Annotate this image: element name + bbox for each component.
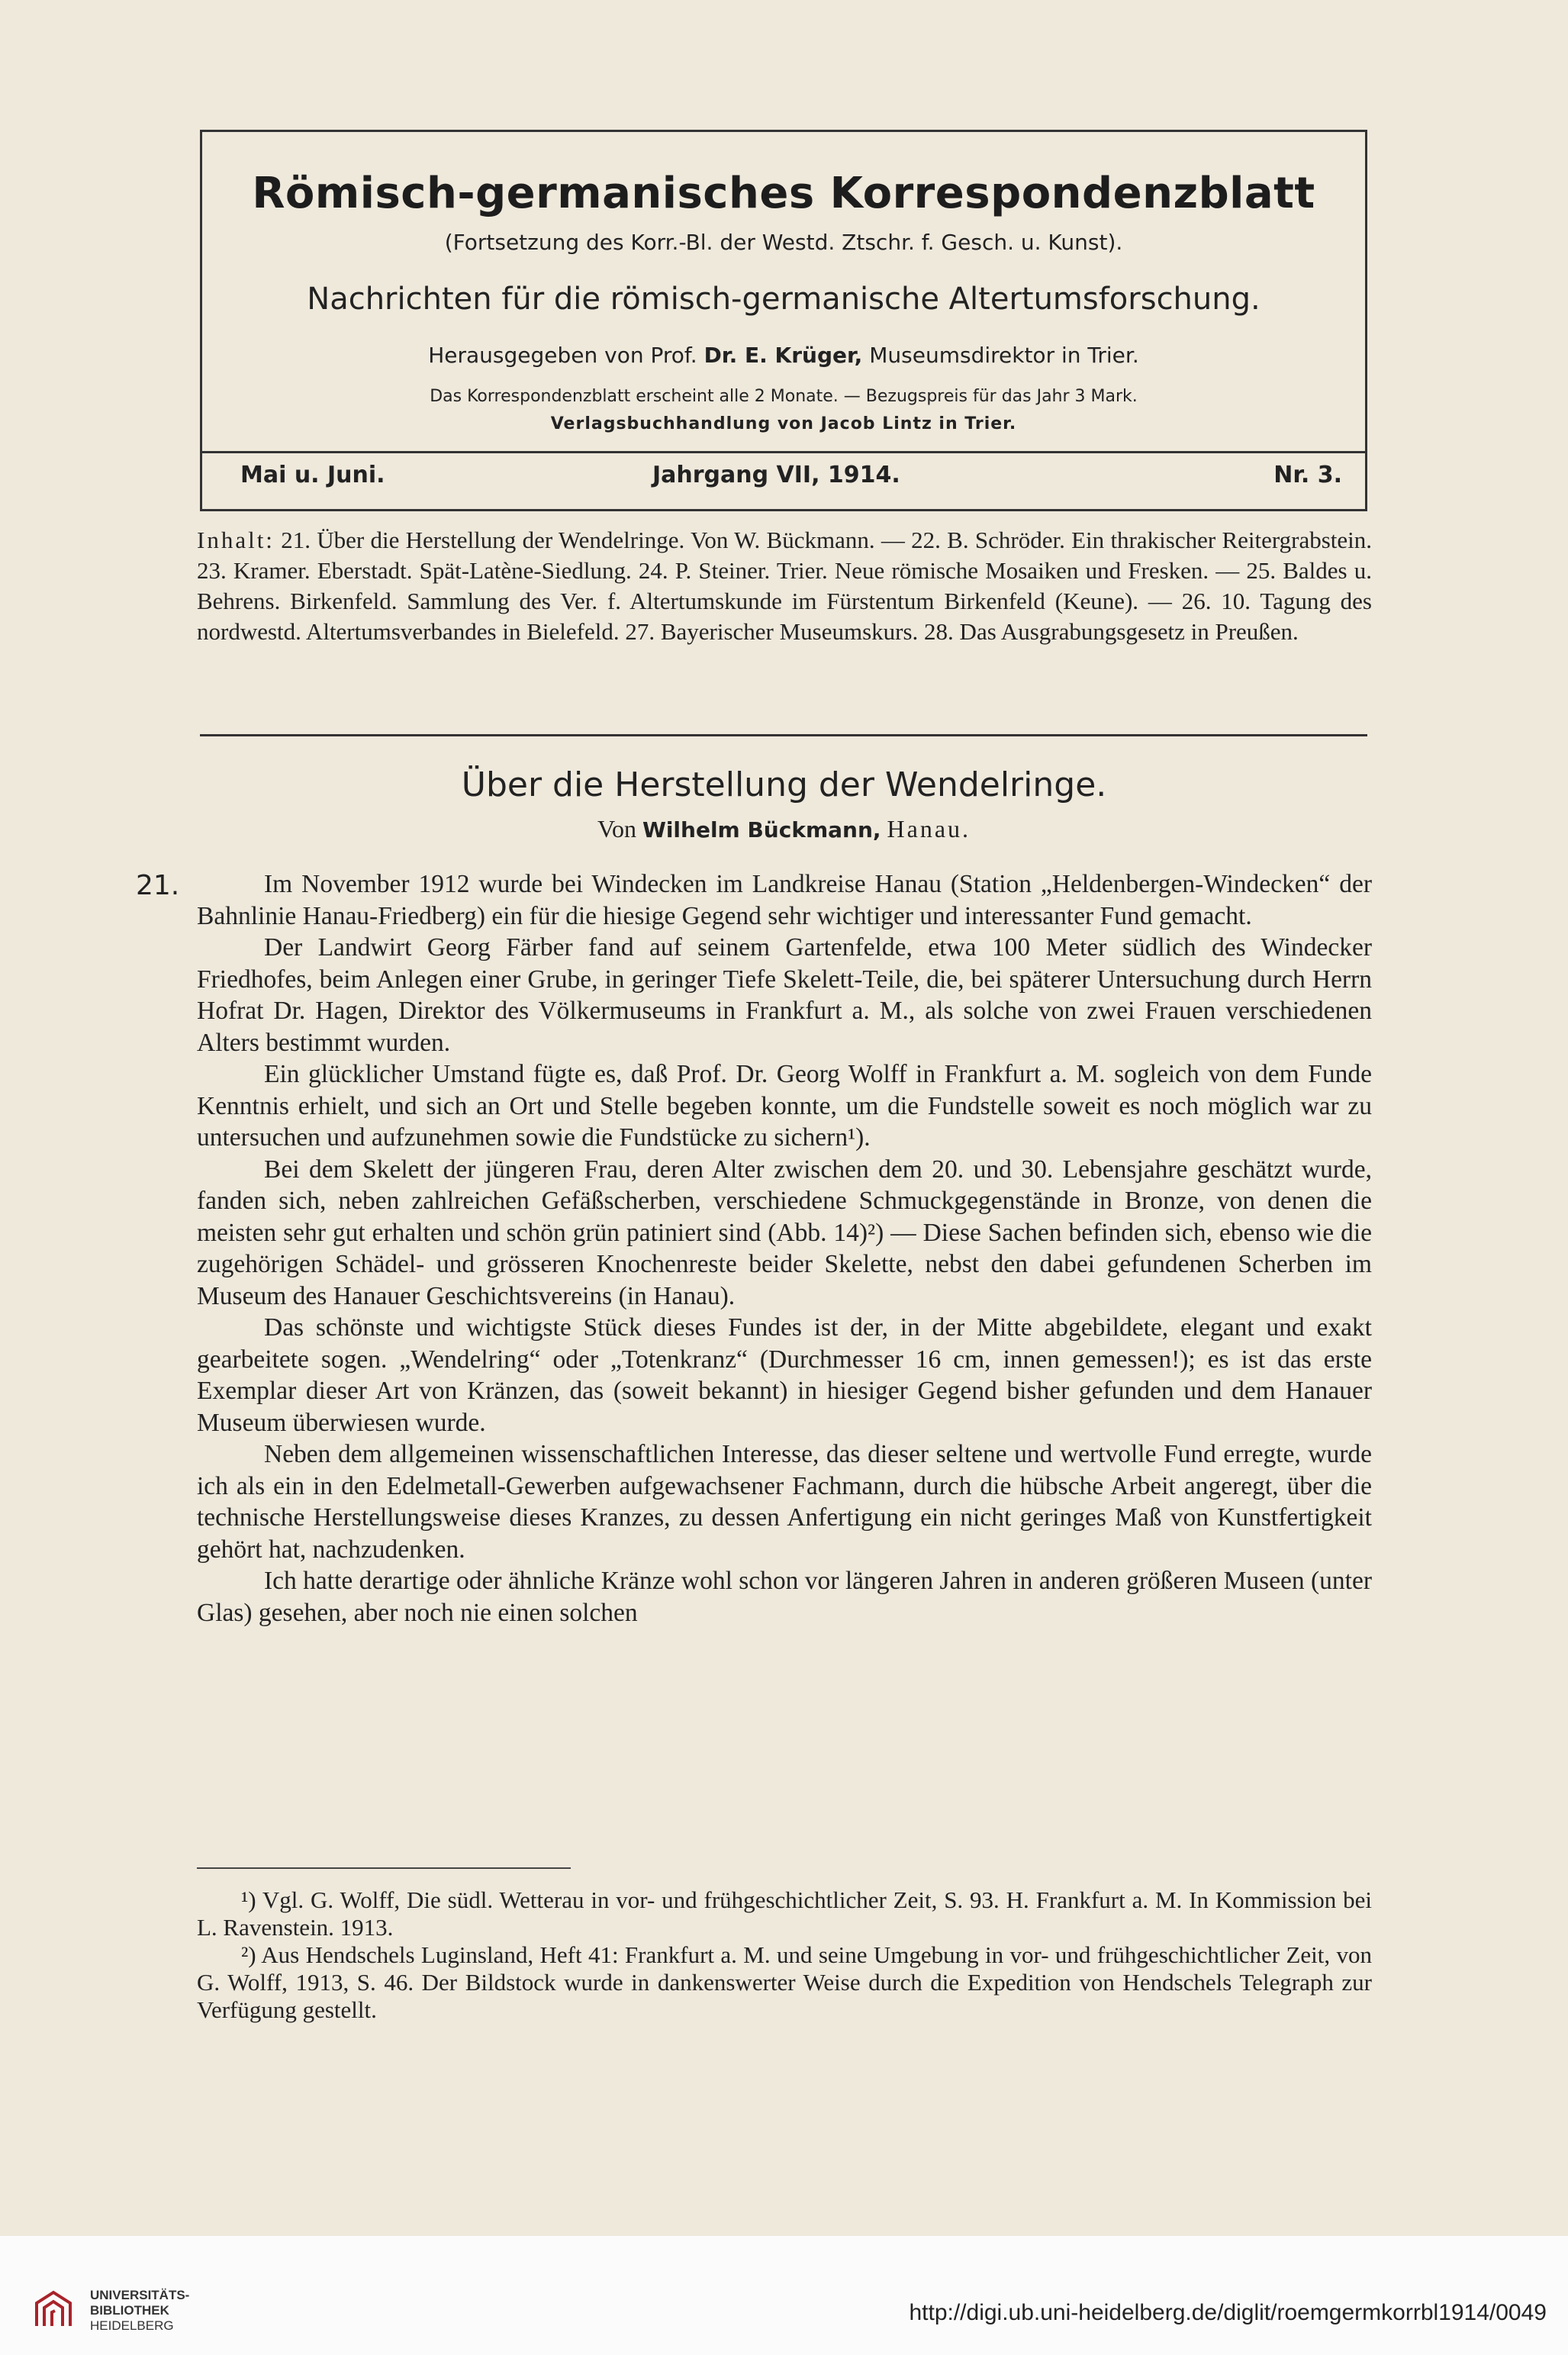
schedule-line: Das Korrespondenzblatt erscheint alle 2 Monate. — Bezugspreis für das Jahr 3 Mark. xyxy=(430,387,1138,406)
editor-suffix: Museumsdirektor in Trier. xyxy=(869,343,1139,368)
library-name-line: HEIDELBERG xyxy=(90,2318,174,2333)
issue-row xyxy=(202,462,1365,500)
journal-title: Römisch-germanisches Korrespondenzblatt xyxy=(252,169,1315,218)
paragraph: Der Landwirt Georg Färber fand auf seinem Gartenfelde, etwa 100 Meter südlich des Windecker Friedhofes, beim Anlegen einer Grube, in geringer Tiefe Skelett-Teile, die, bei späterer Untersuchung durch Herrn Hofrat Dr. Hagen, Direktor des Völkermuseums in Frankfurt a. M., als solche von zwei Frauen verschiedenen Alters bestimmt wurden. xyxy=(197,933,1372,1057)
paragraph: Bei dem Skelett der jüngeren Frau, deren Alter zwischen dem 20. und 30. Lebensjahre geschätzt wurde, fanden sich, neben zahlreichen Gefäßscherben, verschiedene Schmuckgegenstände in Bronze, von denen die meisten sehr gut erhalten und schön grün patiniert sind (Abb. 14)²) — Diese Sachen befinden sich, ebenso wie die zugehörigen Schädel- und grösseren Knochenreste beider Skelette, nebst den dabei gefundenen Scherben im Museum des Hanauer Geschichtsvereins (in Hanau). xyxy=(197,1155,1372,1310)
library-name-line: UNIVERSITÄTS- xyxy=(90,2288,190,2302)
publisher-line: Verlagsbuchhandlung von Jacob Lintz in Trier. xyxy=(550,414,1017,433)
byline-author: Wilhelm Bückmann, xyxy=(642,817,881,842)
paragraph: Im November 1912 wurde bei Windecken im Landkreise Hanau (Station „Heldenbergen-Windecken“ der Bahnlinie Hanau-Friedberg) ein für die hiesige Gegend sehr wichtiger und interessanter Fund gemacht. xyxy=(197,870,1372,930)
source-url[interactable]: http://digi.ub.uni-heidelberg.de/diglit/roemgermkorrbl1914/0049 xyxy=(909,2300,1547,2325)
journal-tagline: Nachrichten für die römisch-germanische Altertumsforschung. xyxy=(307,282,1261,317)
editor-line xyxy=(202,343,1365,368)
paragraph: Ich hatte derartige oder ähnliche Kränze wohl schon vor längeren Jahren in anderen größeren Museen (unter Glas) gesehen, aber noch nie einen solchen xyxy=(197,1567,1372,1627)
byline xyxy=(0,815,1568,843)
table-of-contents xyxy=(197,525,1372,647)
footnote-rule xyxy=(197,1867,571,1869)
footnote: ¹) Vgl. G. Wolff, Die südl. Wetterau in vor- und frühgeschichtlicher Zeit, S. 93. H. Frankfurt a. M. In Kommission bei L. Ravenstein. 1913. xyxy=(197,1886,1372,1941)
toc-text: 21. Über die Herstellung der Wendelringe. Von W. Bückmann. — 22. B. Schröder. Ein thrakischer Reitergrabstein. 23. Kramer. Eberstadt. Spät-Latène-Siedlung. 24. P. Steiner. Trier. Neue römische Mosaiken und Fresken. — 25. Baldes u. Behrens. Birkenfeld. Sammlung des Ver. f. Altertumskunde im Fürstentum Birkenfeld (Keune). — 26. 10. Tagung des nordwestd. Altertumsverbandes in Bielefeld. 27. Bayerischer Museumskurs. 28. Das Ausgrabungsgesetz in Preußen. xyxy=(197,527,1373,645)
masthead-divider xyxy=(202,451,1365,453)
toc-rule xyxy=(200,734,1367,736)
issue-number: Nr. 3. xyxy=(1273,462,1342,488)
article-body xyxy=(197,868,1372,1629)
paragraph: Ein glücklicher Umstand fügte es, daß Prof. Dr. Georg Wolff in Frankfurt a. M. sogleich von dem Funde Kenntnis erhielt, und sich an Ort und Stelle begeben konnte, um die Fundstelle soweit es noch möglich war zu untersuchen und aufzunehmen sowie die Fundstücke zu sichern¹). xyxy=(197,1060,1372,1152)
issue-months: Mai u. Juni. xyxy=(240,462,385,488)
paragraph: Neben dem allgemeinen wissenschaftlichen Interesse, das dieser seltene und wertvolle Fund erregte, wurde ich als ein in den Edelmetall-Gewerben aufgewachsener Fachmann, durch die hübsche Arbeit angeregt, über die technische Herstellungsweise dieses Kranzes, zu dessen Anfertigung ein nicht geringes Maß von Kunstfertigkeit gehört hat, nachzudenken. xyxy=(197,1440,1372,1564)
journal-subtitle: (Fortsetzung des Korr.-Bl. der Westd. Ztschr. f. Gesch. u. Kunst). xyxy=(444,230,1123,255)
footnotes xyxy=(197,1886,1372,2024)
byline-place: Hanau. xyxy=(887,815,971,842)
paragraph: Das schönste und wichtigste Stück dieses Fundes ist der, in der Mitte abgebildete, elegant und exakt gearbeitete sogen. „Wendelring“ oder „Totenkranz“ (Durchmesser 16 cm, innen gemessen!); es ist das erste Exemplar dieser Art von Kränzen, das (soweit bekannt) in hiesiger Gegend bisher gefunden und dem Hanauer Museum überwiesen wurde. xyxy=(197,1313,1372,1437)
masthead xyxy=(200,130,1367,511)
article-title: Über die Herstellung der Wendelringe. xyxy=(461,765,1107,804)
library-name-line: BIBLIOTHEK xyxy=(90,2303,169,2318)
toc-label: Inhalt: xyxy=(197,527,275,553)
editor-prefix: Herausgegeben von Prof. xyxy=(428,343,697,368)
viewer-footer xyxy=(0,2236,1568,2355)
editor-name: Dr. E. Krüger, xyxy=(704,343,863,368)
footnote: ²) Aus Hendschels Luginsland, Heft 41: Frankfurt a. M. und seine Umgebung in vor- und frühgeschichtlicher Zeit, von G. Wolff, 1913, S. 46. Der Bildstock wurde in dankenswerter Weise durch die Expedition von Hendschels Telegraph zur Verfügung gestellt. xyxy=(197,1941,1372,2023)
section-number: 21. xyxy=(136,870,180,901)
library-logo-icon[interactable] xyxy=(31,2286,76,2332)
library-name[interactable] xyxy=(90,2288,189,2334)
byline-von: Von xyxy=(597,815,636,842)
issue-year: Jahrgang VII, 1914. xyxy=(652,462,900,488)
